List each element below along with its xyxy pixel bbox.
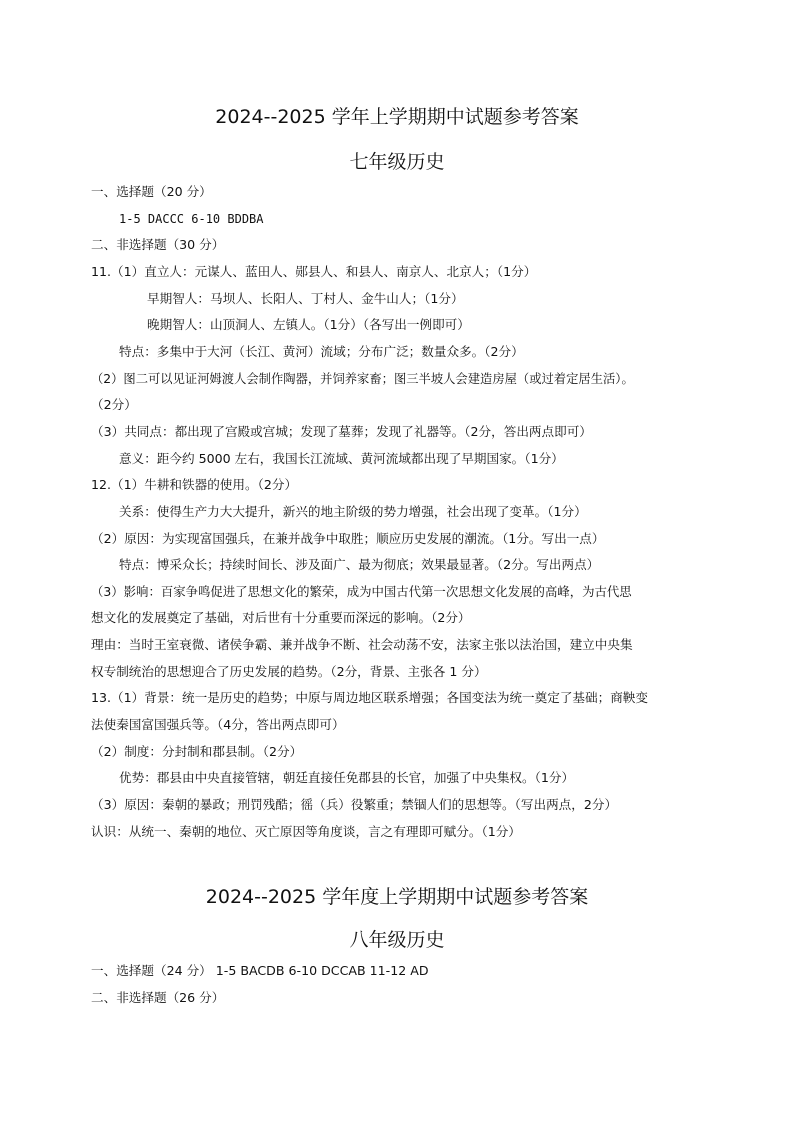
section2-subtitle: 八年级历史: [349, 929, 445, 951]
answer-line: （2分）: [91, 397, 137, 412]
answer-line: （3）共同点：都出现了宫殿或宫城；发现了墓葬；发现了礼器等。（2分，答出两点即可）: [91, 424, 592, 439]
answer-line: 想文化的发展奠定了基础，对后世有十分重要而深远的影响。（2分）: [91, 610, 471, 625]
answer-line: （2）原因：为实现富国强兵，在兼并战争中取胜；顺应历史发展的潮流。（1分。写出一点）: [91, 531, 605, 546]
answer-line: 13.（1）背景：统一是历史的趋势；中原与周边地区联系增强；各国变法为统一奠定了基础；商鞅变: [91, 690, 648, 705]
answer-line: （2）图二可以见证河姆渡人会制作陶器，并饲养家畜；图三半坡人会建造房屋（或过着定居生活）。: [91, 372, 634, 386]
answer-line: 理由：当时王室衰微、诸侯争霸、兼并战争不断、社会动荡不安，法家主张以法治国，建立中央集: [91, 637, 633, 652]
answer-line: （2）制度：分封制和郡县制。（2分）: [91, 744, 303, 759]
answer-line: 优势：郡县由中央直接管辖，朝廷直接任免郡县的长官，加强了中央集权。（1分）: [119, 770, 575, 785]
answer-line: （3）影响：百家争鸣促进了思想文化的繁荣，成为中国古代第一次思想文化发展的高峰，为古代思: [91, 584, 632, 599]
answer-line: 12.（1）牛耕和铁器的使用。（2分）: [91, 477, 298, 492]
section1-title: 2024--2025 学年上学期期中试题参考答案: [215, 106, 579, 128]
answer-line: 权专制统治的思想迎合了历史发展的趋势。（2分，背景、主张各 1 分）: [91, 664, 487, 679]
section1-subtitle: 七年级历史: [349, 151, 445, 173]
answer-line: 二、非选择题（30 分）: [91, 237, 225, 252]
answer-line: 晚期智人：山顶洞人、左镇人。（1分）（各写出一例即可）: [147, 317, 470, 332]
answer-line: 意义：距今约 5000 左右，我国长江流域、黄河流域都出现了早期国家。（1分）: [119, 451, 564, 466]
answer-line: 特点：多集中于大河（长江、黄河）流域；分布广泛；数量众多。（2分）: [119, 344, 524, 359]
answer-line: （3）原因：秦朝的暴政；刑罚残酷；徭（兵）役繁重；禁锢人们的思想等。（写出两点，2分）: [91, 797, 618, 812]
answer-line: 一、选择题（24 分） 1-5 BACDB 6-10 DCCAB 11-12 AD: [91, 963, 429, 978]
answer-line: 早期智人：马坝人、长阳人、丁村人、金牛山人；（1分）: [147, 291, 464, 306]
answer-line: 法使秦国富国强兵等。（4分，答出两点即可）: [91, 717, 345, 732]
answer-line: 11.（1）直立人：元谋人、蓝田人、郧县人、和县人、南京人、北京人；（1分）: [91, 264, 537, 279]
answer-line: 认识：从统一、秦朝的地位、灭亡原因等角度谈，言之有理即可赋分。（1分）: [91, 824, 521, 839]
answer-line: 关系：使得生产力大大提升，新兴的地主阶级的势力增强，社会出现了变革。（1分）: [119, 504, 587, 519]
section2-title: 2024--2025 学年度上学期期中试题参考答案: [205, 886, 589, 908]
answer-line: 一、选择题（20 分）: [91, 184, 212, 199]
answer-line: 1-5 DACCC 6-10 BDDBA: [119, 212, 264, 226]
answer-line: 二、非选择题（26 分）: [91, 990, 225, 1005]
answer-line: 特点：博采众长；持续时间长、涉及面广、最为彻底；效果最显著。（2分。写出两点）: [119, 557, 600, 572]
